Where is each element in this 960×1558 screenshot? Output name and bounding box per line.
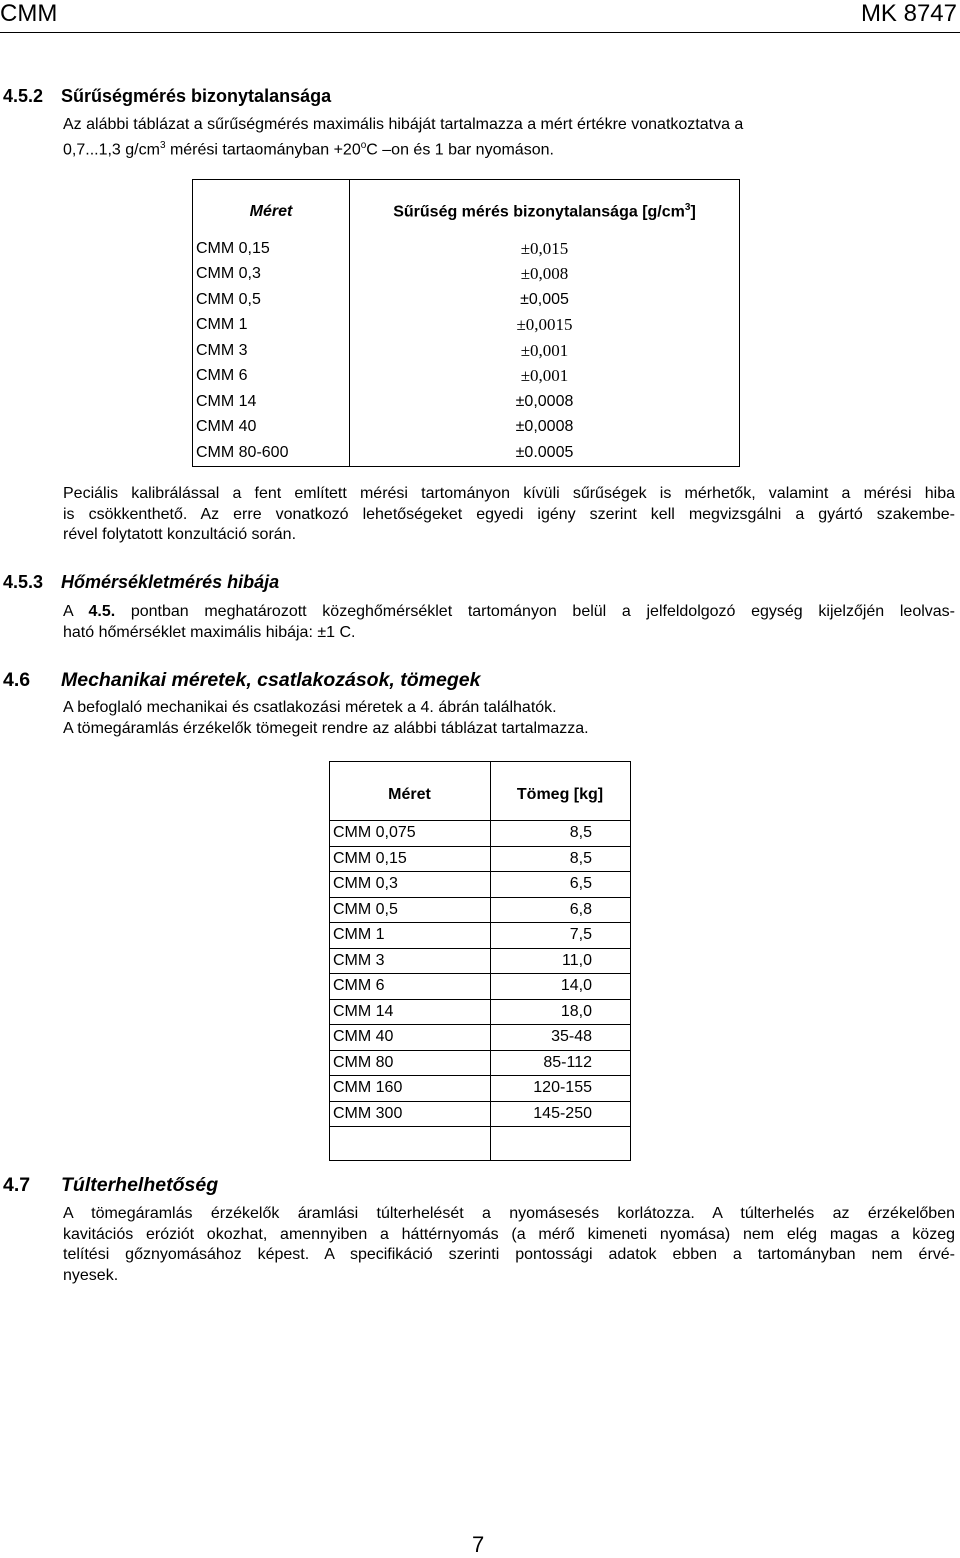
table-row <box>193 313 740 339</box>
text-line: telítési gőznyomásához képest. A specifikáció szerinti pontossági adatok ebben a tartományban nem érvé- <box>63 1246 955 1263</box>
table-row <box>193 236 740 262</box>
cell-mass: 6,5 <box>491 872 631 898</box>
section-title: Túlterhelhetőség <box>61 1174 219 1196</box>
cell-size: CMM 300 <box>330 1101 491 1127</box>
cell-size: CMM 0,075 <box>330 821 491 847</box>
cell-size: CMM 0,15 <box>330 846 491 872</box>
header-text: ] <box>690 203 696 221</box>
table-row <box>330 1076 631 1102</box>
cell-size: CMM 0,3 <box>330 872 491 898</box>
section-number: 4.5.3 <box>3 572 44 592</box>
text-span: A <box>63 603 89 620</box>
table-row <box>330 1101 631 1127</box>
column-header-size: Méret <box>330 762 491 821</box>
table-row <box>193 338 740 364</box>
table-header-row <box>330 762 631 821</box>
value-text: ±0,001 <box>520 366 569 386</box>
table-row <box>330 923 631 949</box>
superscript: 3 <box>684 202 691 214</box>
paragraph-temperature-error <box>63 602 955 643</box>
paragraph-density-intro <box>63 115 955 160</box>
table-row <box>193 364 740 390</box>
page-number: 7 <box>472 1532 485 1557</box>
table-row <box>330 897 631 923</box>
text-line: Az alábbi táblázat a sűrűségmérés maximális hibáját tartalmazza a mért értékre vonatkoztatva a <box>63 116 744 133</box>
text-line: A tömegáramlás érzékelők áramlási túlterhelését a nyomásesés korlátozza. A túlterhelés az érzékelőben <box>63 1205 955 1222</box>
header-text: Sűrűség mérés bizonytalansága [g/cm <box>393 203 685 221</box>
text-span: pontban meghatározott közeghőmérséklet tartományon belül a jelfeldolgozó egység kijelzőjén leolvas- <box>115 603 956 620</box>
section-title: Hőmérsékletmérés hibája <box>61 572 280 592</box>
cell-mass: 145-250 <box>491 1101 631 1127</box>
table-row <box>330 821 631 847</box>
text-line: rével folytatott konzultáció során. <box>63 526 297 543</box>
text-line: A befoglaló mechanikai és csatlakozási méretek a 4. ábrán találhatók. <box>63 699 557 716</box>
paragraph-mechanical <box>63 698 955 739</box>
cell-size: CMM 1 <box>193 313 350 339</box>
cell-mass: 8,5 <box>491 821 631 847</box>
table-row <box>330 1050 631 1076</box>
section-heading-4-6 <box>3 669 480 692</box>
header-divider <box>0 32 960 33</box>
section-number: 4.7 <box>3 1174 31 1196</box>
table-row <box>193 262 740 288</box>
density-uncertainty-table <box>192 179 740 467</box>
superscript: o <box>360 139 367 151</box>
cell-empty <box>491 1127 631 1161</box>
cell-value: ±0,0008 <box>515 418 574 436</box>
table-row <box>193 440 740 466</box>
column-header-mass: Tömeg [kg] <box>491 762 631 821</box>
section-heading-4-5-3 <box>3 572 279 593</box>
cell-mass: 14,0 <box>491 974 631 1000</box>
table-row <box>193 287 740 313</box>
table-row <box>330 846 631 872</box>
cell-size: CMM 3 <box>330 948 491 974</box>
cell-value <box>350 364 740 390</box>
section-reference: 4.5. <box>88 603 116 620</box>
table-row <box>330 1025 631 1051</box>
table-row <box>330 999 631 1025</box>
cell-mass: 35-48 <box>491 1025 631 1051</box>
value-text: ±0,001 <box>520 340 569 360</box>
section-number: 4.5.2 <box>3 86 44 106</box>
header-product: CMM <box>0 0 58 27</box>
section-title: Mechanikai méretek, csatlakozások, tömegek <box>61 669 481 691</box>
cell-size: CMM 14 <box>193 389 350 415</box>
value-text: ±0,008 <box>520 264 569 284</box>
cell-mass: 6,8 <box>491 897 631 923</box>
table-row <box>330 948 631 974</box>
cell-size: CMM 14 <box>330 999 491 1025</box>
text-line: nyesek. <box>63 1266 119 1284</box>
cell-size: CMM 3 <box>193 338 350 364</box>
text-line: Peciális kalibrálással a fent említett mérési tartományon kívüli sűrűségek is mérhetők, valamint a mérési hiba <box>63 485 955 502</box>
paragraph-special-calibration <box>63 484 955 546</box>
cell-size: CMM 40 <box>193 415 350 441</box>
cell-mass: 120-155 <box>491 1076 631 1102</box>
cell-size: CMM 1 <box>330 923 491 949</box>
cell-value: ±0,0008 <box>515 392 574 410</box>
section-number: 4.6 <box>3 669 31 691</box>
text-span: 0,7...1,3 g/cm <box>63 140 160 158</box>
cell-value: ±0.0005 <box>515 443 574 461</box>
text-span: C –on és 1 bar nyomáson. <box>366 140 554 158</box>
table-row <box>330 872 631 898</box>
cell-mass: 11,0 <box>491 948 631 974</box>
text-line <box>63 602 955 623</box>
table-row <box>193 415 740 441</box>
cell-mass: 18,0 <box>491 999 631 1025</box>
value-text: ±0,0015 <box>516 315 573 335</box>
section-heading-4-5-2 <box>3 86 331 107</box>
table-row-empty <box>330 1127 631 1161</box>
text-line: is csökkenthető. Az erre vonatkozó lehetőségeket egyedi igény szerint kell megvizsgálni a gyártó szakembe- <box>63 505 955 523</box>
cell-size: CMM 6 <box>330 974 491 1000</box>
table-row <box>193 389 740 415</box>
cell-value: ±0,005 <box>520 290 569 308</box>
cell-size: CMM 0,15 <box>193 236 350 262</box>
cell-empty <box>330 1127 491 1161</box>
column-header-size: Méret <box>193 180 350 237</box>
cell-mass: 85-112 <box>491 1050 631 1076</box>
cell-mass: 8,5 <box>491 846 631 872</box>
cell-size: CMM 0,5 <box>193 287 350 313</box>
cell-value <box>350 236 740 262</box>
cell-value <box>350 313 740 339</box>
table-row <box>330 974 631 1000</box>
superscript: 3 <box>159 139 166 151</box>
cell-value <box>350 338 740 364</box>
cell-size: CMM 160 <box>330 1076 491 1102</box>
value-text: ±0,015 <box>520 238 569 258</box>
text-span: mérési tartaományban +20 <box>165 140 361 158</box>
section-title: Sűrűségmérés bizonytalansága <box>61 86 332 106</box>
table-header-row <box>193 180 740 237</box>
cell-size: CMM 6 <box>193 364 350 390</box>
cell-size: CMM 40 <box>330 1025 491 1051</box>
paragraph-overload <box>63 1204 955 1286</box>
text-line: ható hőmérséklet maximális hibája: ±1 C. <box>63 623 356 641</box>
cell-mass: 7,5 <box>491 923 631 949</box>
cell-size: CMM 0,3 <box>193 262 350 288</box>
column-header-uncertainty <box>350 180 740 237</box>
cell-value <box>350 262 740 288</box>
section-heading-4-7 <box>3 1174 218 1197</box>
cell-size: CMM 80 <box>330 1050 491 1076</box>
cell-size: CMM 80-600 <box>193 440 350 466</box>
text-line: kavitációs eróziót okozhat, amennyiben a háttérnyomás (a mérő kimeneti nyomása) nem elég magas a közeg <box>63 1225 955 1243</box>
text-line: A tömegáramlás érzékelők tömegeit rendre az alábbi táblázat tartalmazza. <box>63 719 589 737</box>
header-doc-code: MK 8747 <box>860 0 957 27</box>
cell-size: CMM 0,5 <box>330 897 491 923</box>
mass-table <box>329 761 631 1161</box>
text-line <box>63 136 955 161</box>
